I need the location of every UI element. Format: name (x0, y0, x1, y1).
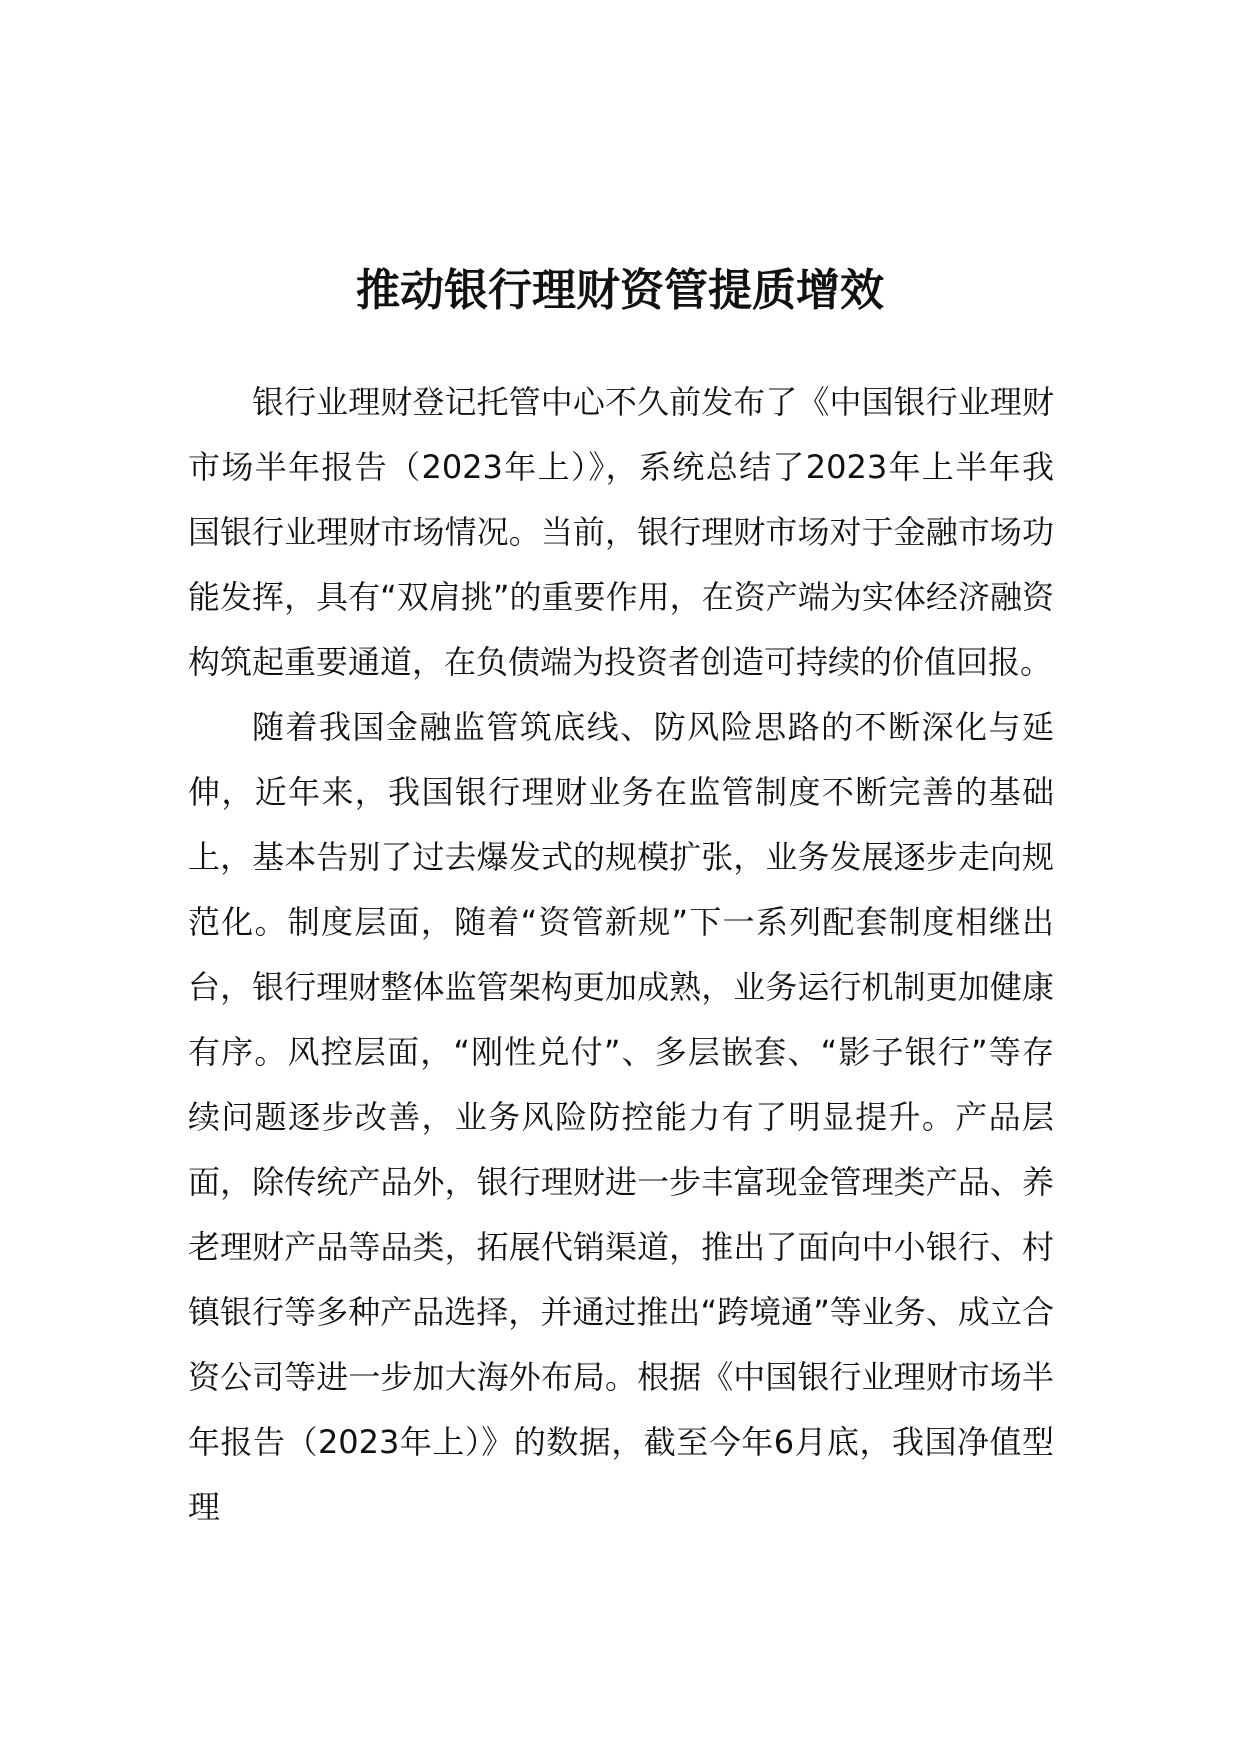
page-title: 推动银行理财资管提质增效 (356, 265, 884, 317)
paragraph-2: 随着我国金融监管筑底线、防风险思路的不断深化与延伸，近年来，我国银行理财业务在监管制度不断完善的基础上，基本告别了过去爆发式的规模扩张，业务发展逐步走向规范化。制度层面，随着“资管新规”下一系列配套制度相继出台，银行理财整体监管架构更加成熟，业务运行机制更加健康有序。风控层面，“刚性兑付”、多层嵌套、“影子银行”等存续问题逐步改善，业务风险防控能力有了明显提升。产品层面，除传统产品外，银行理财进一步丰富现金管理类产品、养老理财产品等品类，拓展代销渠道，推出了面向中小银行、村镇银行等多种产品选择，并通过推出“跨境通”等业务、成立合资公司等进一步加大海外布局。根据《中国银行业理财市场半年报告（2023年上）》的数据，截至今年6月底，我国净值型理 (188, 708, 1054, 1526)
paragraph-1: 银行业理财登记托管中心不久前发布了《中国银行业理财市场半年报告（2023年上）》，系统总结了2023年上半年我国银行业理财市场情况。当前，银行理财市场对于金融市场功能发挥，具有“双肩挑”的重要作用，在资产端为实体经济融资构筑起重要通道，在负债端为投资者创造可持续的价值回报。 (188, 383, 1054, 681)
article-body (188, 370, 1054, 1540)
